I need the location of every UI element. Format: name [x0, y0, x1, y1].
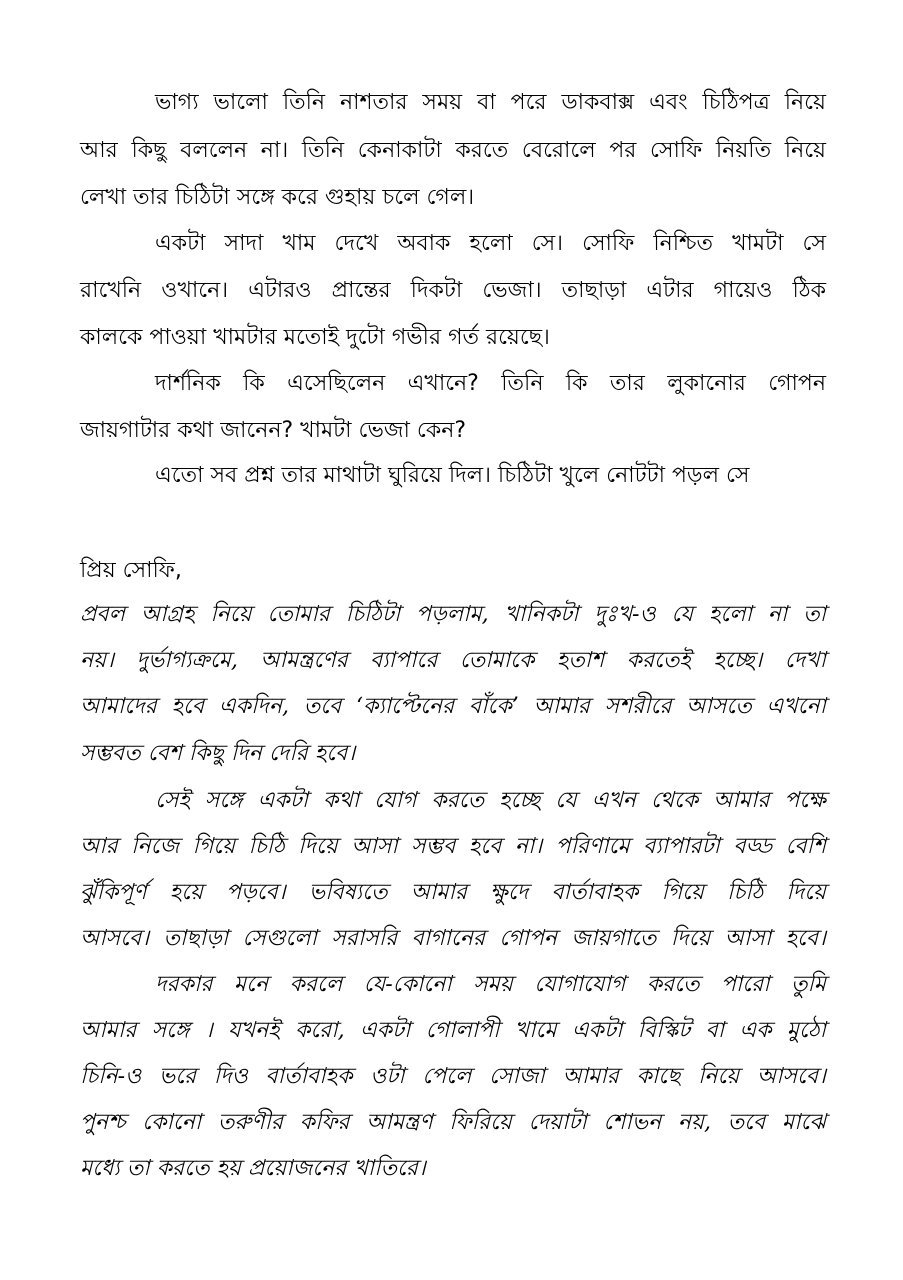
narrative-p1-line-3: লেখা তার চিঠিটা সঙ্গে করে গুহায় চলে গেল।: [80, 185, 475, 210]
letter-p1-line-3: আমাদের হবে একদিন, তবে ‘ক্যাপ্টেনের বাঁকে’ আমার সশরীরে আসতে এখনো: [80, 694, 826, 719]
letter-p1-line-4: সম্ভবত বেশ কিছু দিন দেরি হবে।: [80, 741, 356, 766]
letter-p2-line-3: ঝুঁকিপূর্ণ হয়ে পড়বে। ভবিষ্যতে আমার ক্ষুদে বার্তাবাহক গিয়ে চিঠি দিয়ে: [80, 880, 826, 905]
letter-p3-line-3: চিনি-ও ভরে দিও বার্তাবাহক ওটা পেলে সোজা আমার কাছে নিয়ে আসবে।: [80, 1064, 826, 1089]
narrative-p2-line-2: রাখেনি ওখানে। এটারও প্রান্তের দিকটা ভেজা। তাছাড়া এটার গায়েও ঠিক: [80, 278, 826, 303]
letter-p2-line-1: সেই সঙ্গে একটা কথা যোগ করতে হচ্ছে যে এখন থেকে আমার পক্ষে: [155, 788, 826, 813]
narrative-p2-line-1: একটা সাদা খাম দেখে অবাক হলো সে। সোফি নিশ্চিত খামটা সে: [155, 231, 826, 256]
letter-p3-line-2: আমার সঙ্গে । যখনই করো, একটা গোলাপী খামে একটা বিস্কিট বা এক মুঠো: [80, 1018, 826, 1043]
narrative-p2-line-3: কালকে পাওয়া খামটার মতোই দুটো গভীর গর্ত রয়েছে।: [80, 325, 550, 350]
letter-p1-line-2: নয়। দুর্ভাগ্যক্রমে, আমন্ত্রণের ব্যাপারে তোমাকে হতাশ করতেই হচ্ছে। দেখা: [80, 648, 826, 673]
letter-p1-line-1: প্রবল আগ্রহ নিয়ে তোমার চিঠিটা পড়লাম, খানিকটা দুঃখ-ও যে হলো না তা: [80, 602, 826, 627]
narrative-p3-line-2: জায়গাটার কথা জানেন? খামটা ভেজা কেন?: [80, 418, 467, 443]
narrative-p1-line-1: ভাগ্য ভালো তিনি নাশতার সময় বা পরে ডাকবাক্স এবং চিঠিপত্র নিয়ে: [155, 90, 826, 115]
narrative-p3-line-1: দার্শনিক কি এসেছিলেন এখানে? তিনি কি তার লুকানোর গোপন: [155, 371, 826, 396]
letter-salutation: প্রিয় সোফি,: [80, 558, 182, 583]
letter-p3-line-4: পুনশ্চ কোনো তরুণীর কফির আমন্ত্রণ ফিরিয়ে দেয়াটা শোভন নয়, তবে মাঝে: [80, 1110, 826, 1135]
narrative-p4-line-1: এতো সব প্রশ্ন তার মাথাটা ঘুরিয়ে দিল। চিঠিটা খুলে নোটটা পড়ল সে: [155, 463, 750, 488]
letter-p3-line-5: মধ্যে তা করতে হয় প্রয়োজনের খাতিরে।: [80, 1156, 426, 1181]
narrative-p1-line-2: আর কিছু বললেন না। তিনি কেনাকাটা করতে বেরোলে পর সোফি নিয়তি নিয়ে: [80, 138, 826, 163]
letter-p3-line-1: দরকার মনে করলে যে-কোনো সময় যোগাযোগ করতে পারো তুমি: [155, 972, 826, 997]
letter-p2-line-4: আসবে। তাছাড়া সেগুলো সরাসরি বাগানের গোপন জায়গাতে দিয়ে আসা হবে।: [80, 926, 826, 951]
letter-p2-line-2: আর নিজে গিয়ে চিঠি দিয়ে আসা সম্ভব হবে না। পরিণামে ব্যাপারটা বড্ড বেশি: [80, 834, 826, 859]
